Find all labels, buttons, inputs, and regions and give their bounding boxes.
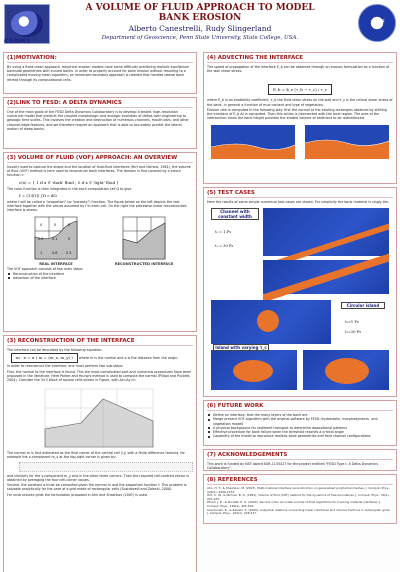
label-circular-island: Circular island	[341, 302, 385, 309]
finite-difference-equation	[19, 462, 193, 472]
grid-value: 1	[40, 251, 43, 256]
proportion-equation: f = (1/|Ω|) ∫Ω c dΩ	[19, 192, 57, 198]
section-acknowledgements	[203, 449, 397, 471]
reference-item: Pilliod, J. E., & Puckett, E. G. (2004). Second-order accurate volume-of-fluid algorithms for tracking material interfaces. J. Comput. Phys., 199(2), 465-502.	[207, 500, 382, 508]
future-item: Capability of the model to reproduce realistic bank geometries and field channel configurations	[207, 434, 393, 438]
affiliation: Department of Geoscience, Penn State University, State College, USA.	[101, 35, 299, 41]
time-label-t2: t₂=1 Fs	[345, 320, 359, 325]
section-heading: (2)LINK TO FESD: A DELTA DYNAMICS	[7, 100, 193, 108]
nsf-logo	[358, 4, 396, 42]
grid-value: 0	[68, 237, 71, 242]
section-reconstruction	[3, 335, 197, 572]
future-item: Define an interface, that the many layers of the bank are	[207, 413, 393, 417]
interface-grids-svg	[7, 215, 193, 267]
reconstruction-step-1: First, the normal to the interface is found. This the most complicated part and numerous procedures have been proposed in the literature. Here Parker and Young's method is used to compute the normal (Pilliod and Puckett, 2004). Consider the 3×3 block of square cells shown in Figure, with Δx=Δy=h.	[7, 369, 192, 383]
grid-value: 0.1	[52, 237, 58, 242]
grid-value: 0	[40, 223, 43, 228]
future-item: Effective procedure for bank failure when the threshold reaches a critical angle	[207, 430, 393, 434]
section-body: The interface can be described by the following equation:	[7, 348, 103, 352]
section-body: Erosion rate is computed in the following way: first the normal to the existing rectangles obtained by shifting the interface of E_b Δt is computed. Then this action is intersected with the local region. The area of the intersection times the bank height provides the eroded volume of sediment to be redistributed.	[207, 107, 387, 121]
section-body: Here the results of some simple numerical test cases are shown. For simplicity the bank material is singly tier.	[207, 200, 390, 204]
grid-value: 0.8	[52, 251, 58, 256]
section-heading: (3) RECONSTRUCTION OF THE INTERFACE	[7, 338, 193, 346]
section-heading: (1)MOTIVATION:	[7, 55, 193, 63]
section-body: The color function is then integrated in the each computation cell Ω to give	[7, 186, 132, 191]
section-body: One of the main goals of the FESD Delta Dynamics Collaboratory is to develop a tested, high-resolution numerical model that predicts the coupled morphologic and ecologic evolution of deltas over engineering to geologic time scales. This involves the creation and destruction of numerous channels, mouth bars, and other channel-edge features, and we therefore require an approach that is able to accurately predict the lateral motion of steep banks.	[7, 110, 189, 131]
section-heading: (4) ADVECTING THE INTERFACE	[207, 55, 393, 63]
reconstructed-interface-grid	[123, 217, 165, 259]
stencil-svg	[7, 385, 193, 451]
poster-title	[56, 3, 344, 23]
left-column	[3, 52, 197, 572]
caption-reconstructed-interface: RECONSTRUCTED INTERFACE	[114, 262, 174, 267]
grid-value: 0.5	[38, 237, 44, 242]
vof-step: Advection of the interface	[7, 276, 193, 280]
vof-steps-intro: The VOF approach consists of two main steps:	[7, 267, 84, 272]
section-future-work	[203, 400, 397, 446]
time-label-t1: t₁ = 30 Fs	[215, 244, 234, 249]
advection-figure	[207, 123, 393, 161]
section-body: Usually used to capture the shape and the location of fluid-fluid interfaces (Hirt and Nichols, 1981), the volume of fluid (VOF) method is here used to reconstruct bank interfaces. The domain is first covered by a colour function c:	[7, 165, 191, 178]
section-heading: (3) VOLUME OF FLUID (VOF) APPROACH: AN OVERVIEW	[7, 155, 193, 163]
interface-equation-note: where m is the normal and α is the distance from the origin.	[78, 356, 179, 361]
time-label-t4: t₄=30 Fs	[271, 345, 287, 350]
section-heading: (7) ACKNOWLEDGEMENTS	[207, 452, 393, 460]
label-island-varying-tau: Island with varying τ_c	[213, 344, 269, 351]
caption-real-interface: REAL INTERFACE	[39, 262, 73, 267]
advection-svg	[207, 123, 393, 161]
section-vof	[3, 152, 197, 332]
section-body: The normal m is first estimated as the final corner of the central cell (i,j) with a finite difference formula, for example the x-component m_x at the top-right corner is given by:	[7, 451, 185, 460]
reference-item: Hirt, C. W., & Nichols, B. D. (1981). Volume of fluid (VOF) method for the dynamics of free boundaries. J. Comput. Phys., 39(1), 201-225.	[207, 493, 390, 501]
authors: Alberto Canestrelli, Rudy Slingerland	[128, 24, 272, 33]
section-body: This work is funded by NSF Award EAR-1135427 for the project entitled "FESD Type I: A Delta Dynamics Collaboratory".	[207, 462, 378, 471]
section-advecting	[203, 52, 397, 184]
section-references	[203, 474, 397, 524]
vof-interface-figure	[7, 215, 193, 267]
interface-equation: m · x = α ( m = (m_x, m_y) )	[11, 353, 78, 363]
time-label-t3: t₃=20 Fs	[345, 330, 361, 335]
future-item: A physical background for sediment transport to determine depositional patterns	[207, 426, 393, 430]
section-body: where f will be called a "proportion" (or "porosity") function. The figure below on the left depicts the real interface together with the values assumed by f in each cell. On the right the piecewise-linear reconstructed interface is shown.	[7, 199, 187, 213]
section-test-cases	[203, 187, 397, 397]
stencil-figure	[7, 385, 193, 451]
future-item: Merge present VOF algorithm with the original software by FESD (hydrostatic, morphodynamic, and vegetation model)	[207, 417, 393, 426]
test-cases-figure	[207, 204, 393, 392]
reference-item: Ahn, H. T., & Shashkov, M. (2007). Multi-material interface reconstruction on generalized polyhedral meshes. J. Comput. Phys., 226(2), 2096-2132.	[207, 486, 391, 494]
nsf-logo-text: NSF	[371, 19, 385, 26]
section-body: where E_b is an erodibility coefficient, τ_b the fluid shear stress on the wall and τ_c is the critical shear stress of the bank, in general a function of mud content and type of vegetation.	[207, 98, 393, 107]
section-heading: (8) REFERENCES	[207, 477, 393, 485]
grid-value: 0.3	[66, 251, 72, 256]
csdms-logo-text: CSDMS	[4, 38, 31, 45]
section-heading: (6) FUTURE WORK	[207, 403, 393, 411]
section-body: In order to reconstruct the interface, one must perform two sub-steps:	[7, 364, 124, 369]
section-motivation	[3, 52, 197, 94]
title-line-2: BANK EROSION	[158, 13, 242, 23]
title-line-1: A VOLUME OF FLUID APPROACH TO MODEL	[85, 3, 315, 13]
section-body: For unstructured grids the formulation proposed in Ahn and Shashkov (2007) is used.	[7, 493, 148, 498]
grid-value: 0	[68, 223, 71, 228]
section-link	[3, 97, 197, 149]
section-body: and similarly for the y-component m_y and in the other three corners. Then the required cell-centred vector is obtained by averaging the four cell-corner values.	[7, 473, 189, 482]
section-body: By using a fixed-mesh approach, empirical erosion models have some difficulty predicting realistic equilibrium bankside geometries with curved banks. In order to properly account for bank erosion without resorting to a complicated moving mesh algorithm, an immersed boundary approach is needed that handles lateral bank retreat through its computational cells.	[7, 65, 190, 82]
colour-function-equation: c(x) = { 1 if x ∈ 'dark' fluid ; 0 if x ∈ 'light' fluid }	[19, 179, 119, 185]
label-channel-constant-width: Channel with constant width	[211, 208, 259, 220]
time-label-t0: t₀ = 1 Fs	[215, 230, 231, 235]
reconstruction-step-2: Second, the constant α must be computed given the normal m and the proportion function f. This problem is solvable analytically for the case of a grid made of rectangular cells (Scardovelli and Zaleski, 2000).	[7, 483, 187, 492]
section-heading: (5) TEST CASES	[207, 190, 393, 198]
section-body: The speed of propagation of the interface E_b can be obtained through an erosion formulation as a function of the wall shear stress:	[207, 65, 390, 74]
right-column	[203, 52, 397, 527]
poster-header	[0, 0, 400, 50]
grid-value: 0	[54, 223, 57, 228]
reference-item: Scardovelli, R., & Zaleski, S. (2000). Analytical relations connecting linear interfaces and volume fractions in rectangular grids. J. Comput. Phys., 164(1), 228-237.	[207, 507, 391, 516]
erosion-equation: E_b = k_e (τ_b − τ_c) / τ_c	[268, 84, 332, 95]
vof-step: Reconstruction of the interface	[7, 272, 193, 276]
